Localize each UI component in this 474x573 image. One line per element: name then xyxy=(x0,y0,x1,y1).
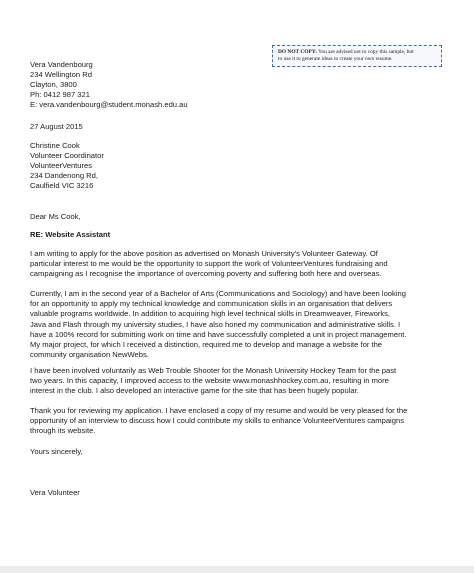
paragraph-line: I have been involved voluntarily as Web Trouble Shooter for the Monash University Hockey Team for the past xyxy=(30,366,397,375)
closing: Yours sincerely, xyxy=(30,447,83,456)
notice-bold: DO NOT COPY: xyxy=(278,49,317,55)
paragraph-line: Thank you for reviewing my application. I have enclosed a copy of my resume and would be very pleased for the xyxy=(30,406,408,415)
paragraph-line: community organisation NewWebs. xyxy=(30,350,149,360)
do-not-copy-notice xyxy=(272,45,442,67)
sender-name: Vera Vandenbourg xyxy=(30,60,93,69)
sender-street: 234 Wellington Rd xyxy=(30,70,92,79)
paragraph-line: for an opportunity to apply my technical knowledge and communication skills in an organisation that delivers xyxy=(30,299,393,309)
notice-text-1: You are advised not to copy this sample, but xyxy=(316,49,414,55)
recipient-name: Christine Cook xyxy=(30,141,80,150)
paragraph-line: I am writing to apply for the above position as advertised on Monash University's Volunteer Gateway. Of xyxy=(30,249,378,258)
recipient-block xyxy=(30,141,104,191)
recipient-org: VolunteerVentures xyxy=(30,161,93,170)
paragraph-line: campaigning as I recognise the importance of overcoming poverty and suffering both here and overseas. xyxy=(30,269,382,279)
paragraph-line: valuable programs worldwide. In addition to acquiring high level technical skills in Dreamweaver, Fireworks, xyxy=(30,309,391,319)
paragraph-line: My major project, for which I received a distinction, required me to develop and manage a website for the xyxy=(30,340,383,350)
notice-line-1 xyxy=(278,49,437,56)
page-bottom-edge xyxy=(0,566,474,573)
sender-email: E: vera.vandenbourg@student.monash.edu.au xyxy=(30,100,188,109)
paragraph-line: two years. In this capacity, I improved access to the website www.monashhockey.com.au, resulting in more xyxy=(30,376,389,386)
paragraph-line: Currently, I am in the second year of a Bachelor of Arts (Communications and Sociology) and have been looking xyxy=(30,289,406,298)
paragraph-line: particular interest to me would be the opportunity to support the work of VolunteerVentures fundraising and xyxy=(30,259,388,269)
paragraph-2 xyxy=(30,289,407,360)
sender-suburb: Clayton, 3800 xyxy=(30,80,77,89)
salutation: Dear Ms Cook, xyxy=(30,212,81,221)
paragraph-line: interest in the club. I also developed an interactive game for the site that has been hugely popular. xyxy=(30,386,359,396)
sender-phone: Ph: 0412 987 321 xyxy=(30,90,90,99)
recipient-street: 234 Dandenong Rd, xyxy=(30,171,98,180)
paragraph-1 xyxy=(30,249,388,280)
subject-line: RE: Website Assistant xyxy=(30,230,111,239)
paragraph-3 xyxy=(30,366,396,397)
paragraph-4 xyxy=(30,406,407,437)
paragraph-line: have a 100% record for submitting work on time and have successfully completed a unit in project management. xyxy=(30,329,407,339)
paragraph-line: through its website. xyxy=(30,426,96,436)
sender-block xyxy=(30,60,188,110)
recipient-title: Volunteer Coordinator xyxy=(30,151,104,160)
signature: Vera Volunteer xyxy=(30,488,80,497)
letter-date: 27 August 2015 xyxy=(30,122,83,131)
paragraph-line: opportunity of an interview to discuss how I could contribute my skills to enhance VolunteerVentures campaigns xyxy=(30,416,404,426)
recipient-suburb: Caulfield VIC 3216 xyxy=(30,181,94,190)
notice-text-2: to use it to generate ideas to create your own resume. xyxy=(278,56,393,63)
paragraph-line: Java and Flash through my university studies, I have also honed my communication and administrative skills. I xyxy=(30,319,401,329)
